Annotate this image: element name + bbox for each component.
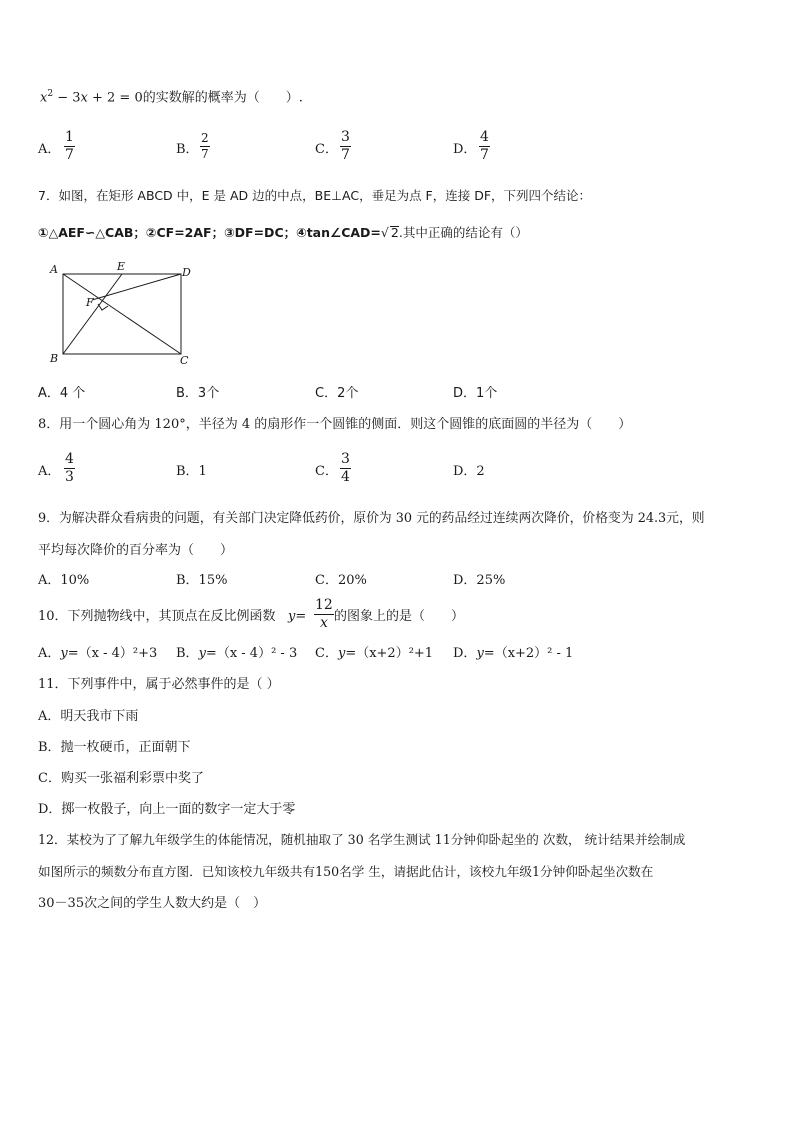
q6-option-d-fraction: [479, 130, 490, 162]
q7-conclusions: ①△AEF∽△CAB；②CF=2AF；③DF=DC；④tan∠CAD=√ 2.其中正确的结论有（）: [38, 225, 528, 240]
q6-option-a-denominator: 7: [65, 146, 74, 163]
q10-option-a-y: y: [60, 646, 68, 661]
q9-stem-line2: 平均每次降价的百分率为（ ）: [38, 543, 234, 558]
q6-option-c-numerator: 3: [341, 129, 350, 145]
q10-option-c-y: y: [337, 646, 346, 661]
q11-option-a: A．明天我市下雨: [38, 709, 139, 724]
q6-option-b-letter: B．: [176, 142, 199, 157]
q10-option-b-y: y: [198, 646, 206, 661]
q8-option-a-fraction: [64, 452, 75, 484]
q6-option-a-numerator: 1: [65, 129, 74, 145]
q8-option-c-fraction: [340, 452, 351, 484]
label-e: E: [117, 260, 126, 273]
q8-option-c-numerator: 3: [341, 451, 350, 467]
q8-stem: 8．用一个圆心角为 120°，半径为 4 的扇形作一个圆锥的侧面．则这个圆锥的底面圆的半径为（ ）: [38, 417, 632, 432]
q10-fraction-denominator: x: [319, 614, 328, 631]
q6-option-d-letter: D．: [453, 142, 477, 157]
q12-stem-line1: 12．某校为了了解九年级学生的体能情况，随机抽取了 30 名学生测试 11分钟仰卧起坐的 次数， 统计结果并绘制成: [38, 832, 686, 847]
q7-option-a: A．4 个: [38, 386, 86, 401]
q12-stem-line2: 如图所示的频数分布直方图．已知该校九年级共有150名学 生，请据此估计，该校九年级1分钟仰卧起坐次数在: [38, 864, 654, 879]
q8-option-c-denominator: 4: [341, 468, 350, 485]
q8-option-c-letter: C．: [315, 464, 338, 479]
q7-conclusions-prefix: ①△AEF∽△CAB；②CF=2AF；③DF=DC；④tan∠CAD=: [38, 225, 381, 240]
q12-stem-line3: 30－35次之间的学生人数大约是（ ）: [38, 896, 267, 911]
q6-option-d-numerator: 4: [480, 129, 489, 145]
q9-option-b: B．15%: [176, 573, 228, 588]
q10-option-c-rest: =（x+2）²+1: [345, 646, 434, 661]
q6-option-d-denominator: 7: [480, 146, 489, 163]
label-a: A: [50, 263, 58, 276]
q10-option-d-y: y: [476, 646, 484, 661]
q8-option-a-numerator: 4: [65, 451, 74, 467]
q10-stem-after: 的图象上的是（ ）: [334, 609, 465, 624]
q6-option-c-fraction: [340, 130, 351, 162]
q11-stem: 11．下列事件中，属于必然事件的是（ ）: [38, 677, 280, 692]
segment-be: [63, 274, 122, 354]
q9-option-c: C．20%: [315, 573, 367, 588]
q6-option-c-letter: C．: [315, 142, 338, 157]
q10-inverse-fraction: [314, 598, 334, 630]
q6-equation: $x^2 - 3x + 2 = 0$的实数解的概率为（ ）.: [40, 89, 303, 106]
q8-option-a-letter: A．: [38, 464, 61, 479]
segment-fd: [92, 274, 181, 300]
q10-option-d-letter: D．: [453, 646, 477, 661]
q10-option-a-rest: =（x - 4）²+3: [67, 646, 158, 661]
q6-option-b-denominator: 7: [201, 146, 209, 161]
label-f: F: [86, 296, 94, 309]
q7-option-c: C．2个: [315, 386, 359, 401]
q10-option-b-letter: B．: [176, 646, 199, 661]
q10-option-d: [453, 647, 573, 660]
q7-rectangle-figure: [46, 260, 196, 368]
q10-option-b-rest: =（x - 4）² - 3: [205, 646, 298, 661]
q7-option-d: D．1个: [453, 386, 498, 401]
q7-stem: 7．如图，在矩形 ABCD 中，E 是 AD 边的中点，BE⊥AC，垂足为点 F，连接 DF，下列四个结论：: [38, 188, 592, 203]
q7-conclusions-suffix: .其中正确的结论有（）: [398, 225, 528, 240]
q10-stem-before: 10．下列抛物线中，其顶点在反比例函数: [38, 609, 276, 624]
q10-fraction-numerator: 12: [315, 597, 333, 613]
q10-option-c-letter: C．: [315, 646, 338, 661]
q10-option-a-letter: A．: [38, 646, 61, 661]
q6-option-a-letter: A．: [38, 142, 61, 157]
q6-option-b-fraction: [200, 132, 210, 160]
q9-option-d: D．25%: [453, 573, 506, 588]
q10-option-a: [38, 647, 157, 660]
label-d: D: [182, 266, 191, 279]
q6-option-c-denominator: 7: [341, 146, 350, 163]
q10-option-c: [315, 647, 433, 660]
q6-option-b-numerator: 2: [201, 131, 209, 145]
q11-option-d: D．掷一枚骰子，向上一面的数字一定大于零: [38, 802, 296, 817]
q8-option-a-denominator: 3: [65, 468, 74, 485]
q9-stem-line1: 9．为解决群众看病贵的问题，有关部门决定降低药价，原价为 30 元的药品经过连续两次降价，价格变为 24.3元，则: [38, 511, 705, 526]
q6-option-a-fraction: [64, 130, 75, 162]
diagonal-ac: [63, 274, 181, 354]
q10-option-b: [176, 647, 297, 660]
q6-stem-tail: 的实数解的概率为（ ）.: [142, 90, 303, 106]
q9-option-a: A．10%: [38, 573, 90, 588]
q8-option-b: B．1: [176, 464, 207, 479]
q10-y-equals: y=: [288, 609, 307, 624]
label-c: C: [180, 354, 189, 367]
q11-option-b: B．抛一枚硬币，正面朝下: [38, 740, 191, 755]
label-b: B: [50, 352, 59, 365]
q7-sqrt-value: 2: [390, 225, 399, 240]
q11-option-c: C．购买一张福利彩票中奖了: [38, 771, 204, 786]
q7-option-b: B．3个: [176, 386, 220, 401]
q8-option-d: D．2: [453, 464, 485, 479]
q10-option-d-rest: =（x+2）² - 1: [483, 646, 574, 661]
